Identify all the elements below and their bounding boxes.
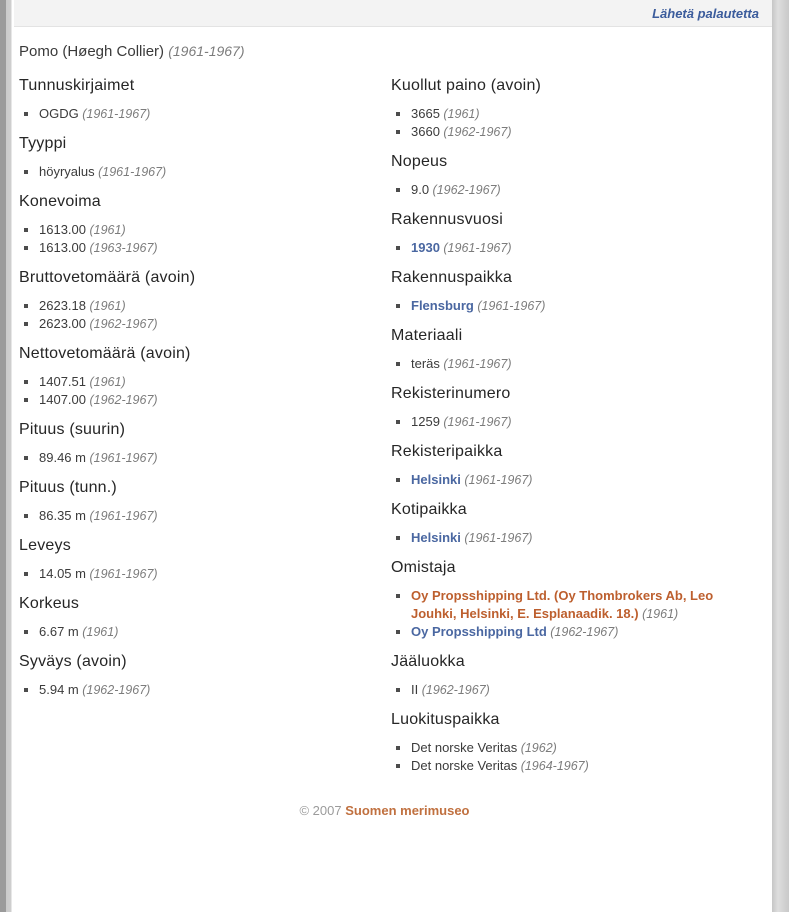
item-years: (1962-1967) xyxy=(439,125,512,139)
item-years: (1962-1967) xyxy=(429,183,501,197)
scrollbar-track[interactable] xyxy=(772,0,789,912)
item-years: (1961-1967) xyxy=(94,165,167,179)
item-value: 3665 xyxy=(411,106,440,121)
section-heading: Omistaja xyxy=(391,559,456,576)
item-list xyxy=(391,471,750,489)
item-list xyxy=(391,681,750,699)
main-content xyxy=(14,27,772,830)
item-years: (1961) xyxy=(86,375,126,389)
section-heading: Leveys xyxy=(19,537,71,554)
item-list xyxy=(391,297,750,315)
ship-name: Pomo (Høegh Collier) xyxy=(19,43,165,60)
item-years: (1961) xyxy=(86,223,126,237)
section-heading: Rakennusvuosi xyxy=(391,211,503,228)
list-item xyxy=(19,623,391,641)
item-years: (1961-1967) xyxy=(460,473,533,487)
item-link[interactable]: Flensburg xyxy=(411,298,474,313)
item-list xyxy=(391,529,750,547)
item-list xyxy=(391,587,750,641)
item-years: (1963-1967) xyxy=(86,241,158,255)
item-value: 1613.00 xyxy=(39,222,86,237)
window-left-edge xyxy=(0,0,14,912)
item-link[interactable]: Helsinki xyxy=(411,472,461,487)
item-years: (1961-1967) xyxy=(439,415,512,429)
item-years: (1961) xyxy=(638,607,679,621)
item-list xyxy=(19,373,391,409)
list-item xyxy=(391,413,750,431)
item-list xyxy=(19,297,391,333)
list-item xyxy=(391,757,750,775)
item-years: (1961-1967) xyxy=(78,107,151,121)
list-item xyxy=(19,105,391,123)
item-value: Det norske Veritas xyxy=(411,758,518,773)
columns xyxy=(19,66,750,787)
list-item xyxy=(391,623,750,641)
item-years: (1962-1967) xyxy=(86,393,158,407)
list-item xyxy=(19,449,391,467)
section-heading: Pituus (tunn.) xyxy=(19,479,117,496)
list-item xyxy=(19,297,391,315)
item-years: (1962-1967) xyxy=(546,625,619,639)
left-column xyxy=(19,66,391,787)
section-heading: Materiaali xyxy=(391,327,463,344)
item-list xyxy=(391,413,750,431)
item-list xyxy=(391,355,750,373)
list-item xyxy=(391,681,750,699)
section-heading: Jääluokka xyxy=(391,653,465,670)
item-value: 5.94 m xyxy=(39,682,79,697)
list-item xyxy=(19,239,391,257)
item-list xyxy=(391,739,750,775)
item-value: höyryalus xyxy=(39,164,95,179)
section-heading: Luokituspaikka xyxy=(391,711,500,728)
item-value: 2623.00 xyxy=(39,316,86,331)
item-years: (1961-1967) xyxy=(473,299,546,313)
section-heading: Rakennuspaikka xyxy=(391,269,513,286)
list-item xyxy=(391,529,750,547)
item-list xyxy=(19,163,391,181)
item-years: (1961) xyxy=(439,107,480,121)
copyright-text: © 2007 xyxy=(299,803,342,818)
item-years: (1961-1967) xyxy=(439,241,512,255)
list-item xyxy=(19,507,391,525)
section-heading: Konevoima xyxy=(19,193,101,210)
item-list xyxy=(19,623,391,641)
ship-years: (1961-1967) xyxy=(168,43,245,59)
footer xyxy=(19,803,750,826)
list-item xyxy=(391,739,750,757)
list-item xyxy=(19,163,391,181)
section-heading: Tunnuskirjaimet xyxy=(19,77,135,94)
item-years: (1962-1967) xyxy=(78,683,151,697)
item-value: 9.0 xyxy=(411,182,430,197)
item-years: (1962-1967) xyxy=(86,317,158,331)
list-item xyxy=(391,123,750,141)
museum-link[interactable]: Suomen merimuseo xyxy=(345,803,470,818)
section-heading: Kotipaikka xyxy=(391,501,467,518)
send-feedback-link[interactable]: Lähetä palautetta xyxy=(652,5,759,21)
item-value: II xyxy=(411,682,419,697)
page-title xyxy=(19,43,750,60)
section-heading: Pituus (suurin) xyxy=(19,421,126,438)
list-item xyxy=(19,373,391,391)
item-list xyxy=(19,681,391,699)
item-value: 89.46 m xyxy=(39,450,86,465)
section-heading: Tyyppi xyxy=(19,135,67,152)
section-heading: Korkeus xyxy=(19,595,80,612)
item-years: (1964-1967) xyxy=(517,759,589,773)
item-value: 2623.18 xyxy=(39,298,86,313)
section-heading: Bruttovetomäärä (avoin) xyxy=(19,269,196,286)
list-item xyxy=(19,391,391,409)
item-value: Det norske Veritas xyxy=(411,740,518,755)
item-list xyxy=(19,221,391,257)
item-list xyxy=(19,565,391,583)
item-value: 1407.00 xyxy=(39,392,86,407)
section-heading: Nettovetomäärä (avoin) xyxy=(19,345,191,362)
section-heading: Nopeus xyxy=(391,153,448,170)
list-item xyxy=(391,297,750,315)
list-item xyxy=(19,565,391,583)
section-heading: Rekisterinumero xyxy=(391,385,511,402)
item-list xyxy=(19,449,391,467)
item-years: (1961-1967) xyxy=(85,509,158,523)
item-value: 14.05 m xyxy=(39,566,86,581)
item-value: 1259 xyxy=(411,414,440,429)
list-item xyxy=(391,587,750,623)
item-value: OGDG xyxy=(39,106,79,121)
list-item xyxy=(19,221,391,239)
list-item xyxy=(19,315,391,333)
item-years: (1961) xyxy=(78,625,119,639)
item-value: 6.67 m xyxy=(39,624,79,639)
item-value: 86.35 m xyxy=(39,508,86,523)
item-years: (1961) xyxy=(86,299,126,313)
item-value: teräs xyxy=(411,356,440,371)
section-heading: Syväys (avoin) xyxy=(19,653,127,670)
item-list xyxy=(19,105,391,123)
item-link[interactable]: 1930 xyxy=(411,240,440,255)
item-value: 1407.51 xyxy=(39,374,86,389)
item-years: (1962-1967) xyxy=(418,683,490,697)
item-list xyxy=(391,181,750,199)
top-bar xyxy=(14,0,772,27)
list-item xyxy=(391,355,750,373)
item-years: (1961-1967) xyxy=(460,531,533,545)
item-years: (1962) xyxy=(517,741,557,755)
item-list xyxy=(19,507,391,525)
right-column xyxy=(391,66,750,787)
item-link[interactable]: Oy Propsshipping Ltd xyxy=(411,624,547,639)
list-item xyxy=(391,239,750,257)
list-item xyxy=(391,181,750,199)
item-value: 3660 xyxy=(411,124,440,139)
item-list xyxy=(391,239,750,257)
item-list xyxy=(391,105,750,141)
list-item xyxy=(391,105,750,123)
section-heading: Kuollut paino (avoin) xyxy=(391,77,542,94)
item-value: 1613.00 xyxy=(39,240,86,255)
item-link[interactable]: Oy Propsshipping Ltd. (Oy Thombrokers Ab, Leo Jouhki, Helsinki, E. Esplanaadik. 18.) xyxy=(411,588,714,621)
list-item xyxy=(391,471,750,489)
section-heading: Rekisteripaikka xyxy=(391,443,503,460)
item-link[interactable]: Helsinki xyxy=(411,530,461,545)
list-item xyxy=(19,681,391,699)
item-years: (1961-1967) xyxy=(85,567,158,581)
item-years: (1961-1967) xyxy=(85,451,158,465)
item-years: (1961-1967) xyxy=(439,357,512,371)
